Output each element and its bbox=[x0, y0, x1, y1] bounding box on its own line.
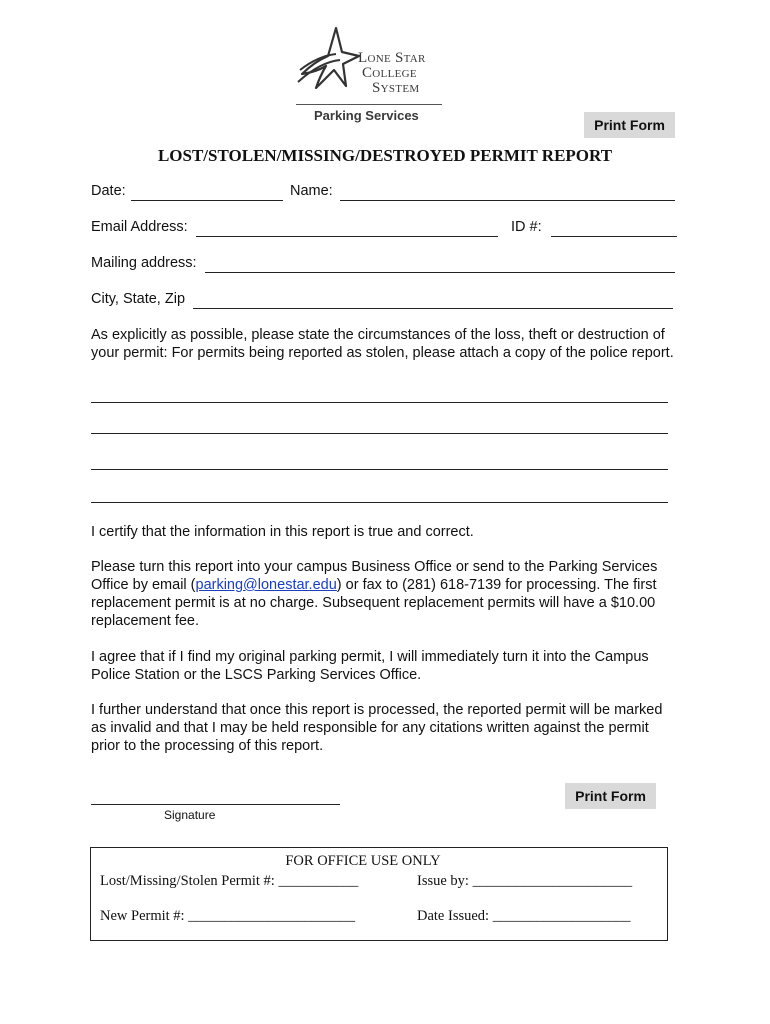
city-state-zip-label: City, State, Zip bbox=[91, 291, 186, 307]
star-icon bbox=[296, 26, 360, 92]
circumstances-line[interactable] bbox=[91, 433, 668, 434]
email-label: Email Address: bbox=[91, 219, 188, 235]
name-field[interactable] bbox=[340, 200, 675, 201]
logo-text-lone-star: Lone Star bbox=[358, 50, 426, 66]
new-permit-number-field[interactable]: New Permit #: _______________________ bbox=[100, 908, 355, 924]
logo-text-system: System bbox=[372, 80, 420, 96]
mailing-address-label: Mailing address: bbox=[91, 255, 197, 271]
circumstances-line[interactable] bbox=[91, 502, 668, 503]
circumstances-instructions: As explicitly as possible, please state the circumstances of the loss, theft or destruction of your permit: For permits being reported as stolen, please attach a copy of the police report. bbox=[91, 327, 674, 361]
lone-star-college-logo bbox=[290, 26, 450, 130]
date-issued-field[interactable]: Date Issued: ___________________ bbox=[417, 908, 631, 924]
logo-subtitle: Parking Services bbox=[314, 108, 419, 123]
understand-statement: I further understand that once this report is processed, the reported permit will be marked as invalid and that I may be held responsible for any citations written against the permit prior to the processing of this report. bbox=[91, 702, 663, 754]
id-label: ID #: bbox=[511, 219, 542, 235]
circumstances-line[interactable] bbox=[91, 402, 668, 403]
turn-in-text-continued: ) or fax to (281) 618-7139 for processing. The first replacement permit is at no charge. Subsequent replacement permits will have a $10.00 replacement fee. bbox=[91, 577, 657, 629]
logo-divider bbox=[296, 104, 442, 105]
city-state-zip-field[interactable] bbox=[193, 308, 673, 309]
signature-field[interactable] bbox=[91, 804, 340, 805]
office-use-heading: FOR OFFICE USE ONLY bbox=[285, 853, 441, 869]
print-form-button-top[interactable]: Print Form bbox=[584, 112, 675, 138]
agree-statement: I agree that if I find my original parking permit, I will immediately turn it into the Campus Police Station or the LSCS Parking Services Office. bbox=[91, 649, 649, 683]
mailing-address-field[interactable] bbox=[205, 272, 675, 273]
date-label: Date: bbox=[91, 183, 126, 199]
turn-in-instructions bbox=[91, 558, 676, 630]
parking-email-link[interactable]: parking@lonestar.edu bbox=[195, 577, 337, 593]
issue-by-field[interactable]: Issue by: ______________________ bbox=[417, 873, 633, 889]
certify-statement: I certify that the information in this report is true and correct. bbox=[91, 524, 474, 540]
name-label: Name: bbox=[290, 183, 333, 199]
email-field[interactable] bbox=[196, 236, 498, 237]
id-field[interactable] bbox=[551, 236, 677, 237]
signature-label: Signature bbox=[164, 808, 216, 822]
circumstances-line[interactable] bbox=[91, 469, 668, 470]
logo-text-college: College bbox=[362, 65, 417, 81]
turn-in-text: Please turn this report into your campus Business Office or send to the Parking Services Office by email ( bbox=[91, 559, 658, 593]
print-form-button-bottom[interactable]: Print Form bbox=[565, 783, 656, 809]
lost-permit-number-field[interactable]: Lost/Missing/Stolen Permit #: ___________ bbox=[100, 873, 359, 889]
date-field[interactable] bbox=[131, 200, 283, 201]
page-title: LOST/STOLEN/MISSING/DESTROYED PERMIT REPORT bbox=[157, 146, 613, 165]
